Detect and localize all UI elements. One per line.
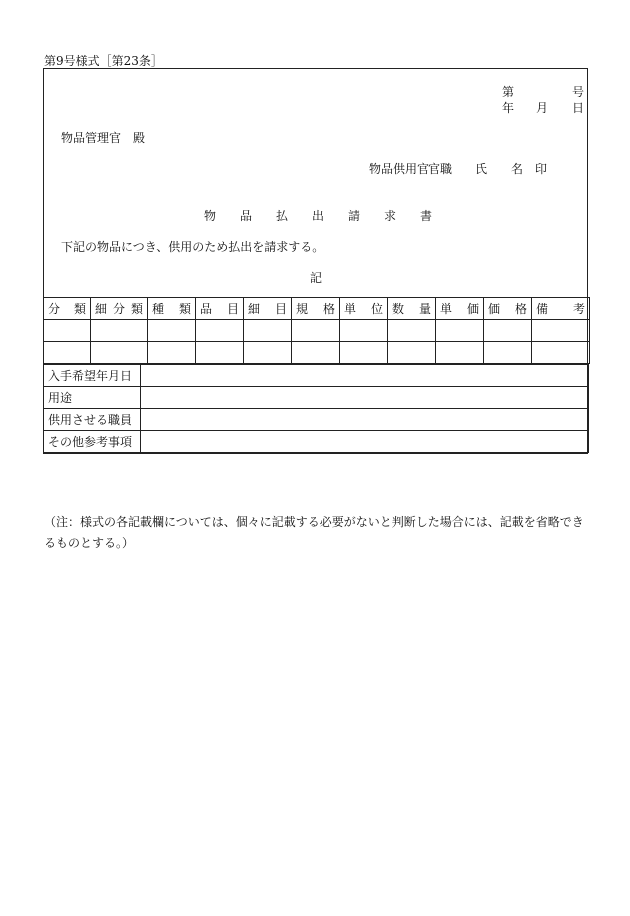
column-header: 単 価 bbox=[436, 298, 484, 320]
number-prefix: 第 bbox=[502, 85, 515, 99]
form-frame bbox=[43, 68, 588, 454]
addressee: 物品管理官 殿 bbox=[61, 131, 146, 145]
table-cell[interactable] bbox=[91, 320, 148, 342]
title-char: 品 bbox=[240, 209, 253, 223]
date-day: 日 bbox=[572, 101, 585, 115]
table-cell[interactable] bbox=[91, 342, 148, 364]
table-cell[interactable] bbox=[44, 342, 91, 364]
footnote: （注：様式の各記載欄については、個々に記載する必要がないと判断した場合には、記載を省略できるものとする。） bbox=[44, 515, 584, 550]
table-cell[interactable] bbox=[436, 342, 484, 364]
table-cell[interactable] bbox=[532, 342, 590, 364]
signer-position: 官職 bbox=[428, 162, 453, 176]
title-char: 出 bbox=[312, 209, 325, 223]
detail-value[interactable] bbox=[141, 387, 589, 409]
title-char: 払 bbox=[276, 209, 289, 223]
title-char: 物 bbox=[204, 209, 217, 223]
table-row bbox=[44, 320, 590, 342]
detail-row bbox=[44, 431, 589, 453]
detail-table bbox=[43, 364, 589, 453]
item-table bbox=[43, 297, 590, 364]
table-cell[interactable] bbox=[340, 342, 388, 364]
table-cell[interactable] bbox=[244, 320, 292, 342]
column-header: 規 格 bbox=[292, 298, 340, 320]
signer-title: 物品供用官 bbox=[369, 162, 430, 176]
column-header: 細 分 類 bbox=[91, 298, 148, 320]
seal-mark: 印 bbox=[535, 162, 548, 176]
number-suffix: 号 bbox=[572, 85, 585, 99]
table-cell[interactable] bbox=[44, 320, 91, 342]
ki-label: 記 bbox=[310, 271, 323, 285]
detail-value[interactable] bbox=[141, 431, 589, 453]
table-cell[interactable] bbox=[148, 342, 196, 364]
table-cell[interactable] bbox=[436, 320, 484, 342]
detail-row bbox=[44, 387, 589, 409]
date-year: 年 bbox=[502, 101, 515, 115]
column-header: 備 考 bbox=[532, 298, 590, 320]
table-cell[interactable] bbox=[484, 342, 532, 364]
title-char: 請 bbox=[348, 209, 361, 223]
table-row bbox=[44, 342, 590, 364]
table-cell[interactable] bbox=[388, 342, 436, 364]
detail-label: 用途 bbox=[44, 387, 141, 409]
column-header: 分 類 bbox=[44, 298, 91, 320]
date-month: 月 bbox=[536, 101, 549, 115]
table-cell[interactable] bbox=[292, 320, 340, 342]
signer-name-label: 氏 bbox=[475, 162, 488, 176]
column-header: 種 類 bbox=[148, 298, 196, 320]
table-cell[interactable] bbox=[340, 320, 388, 342]
table-cell[interactable] bbox=[292, 342, 340, 364]
detail-label: その他参考事項 bbox=[44, 431, 141, 453]
table-cell[interactable] bbox=[244, 342, 292, 364]
title-char: 求 bbox=[384, 209, 397, 223]
title-char: 書 bbox=[420, 209, 433, 223]
table-cell[interactable] bbox=[388, 320, 436, 342]
detail-row bbox=[44, 409, 589, 431]
table-cell[interactable] bbox=[196, 320, 244, 342]
column-header: 価 格 bbox=[484, 298, 532, 320]
signer-name-label2: 名 bbox=[511, 162, 524, 176]
table-cell[interactable] bbox=[196, 342, 244, 364]
column-header: 細 目 bbox=[244, 298, 292, 320]
detail-label: 入手希望年月日 bbox=[44, 365, 141, 387]
form-number: 第9号様式［第23条］ bbox=[44, 54, 163, 68]
table-cell[interactable] bbox=[484, 320, 532, 342]
detail-value[interactable] bbox=[141, 409, 589, 431]
detail-label: 供用させる職員 bbox=[44, 409, 141, 431]
table-header-row bbox=[44, 298, 590, 320]
detail-row bbox=[44, 365, 589, 387]
table-cell[interactable] bbox=[532, 320, 590, 342]
detail-value[interactable] bbox=[141, 365, 589, 387]
table-cell[interactable] bbox=[148, 320, 196, 342]
column-header: 品 目 bbox=[196, 298, 244, 320]
column-header: 数 量 bbox=[388, 298, 436, 320]
body-text: 下記の物品につき、供用のため払出を請求する。 bbox=[61, 240, 325, 254]
column-header: 単 位 bbox=[340, 298, 388, 320]
